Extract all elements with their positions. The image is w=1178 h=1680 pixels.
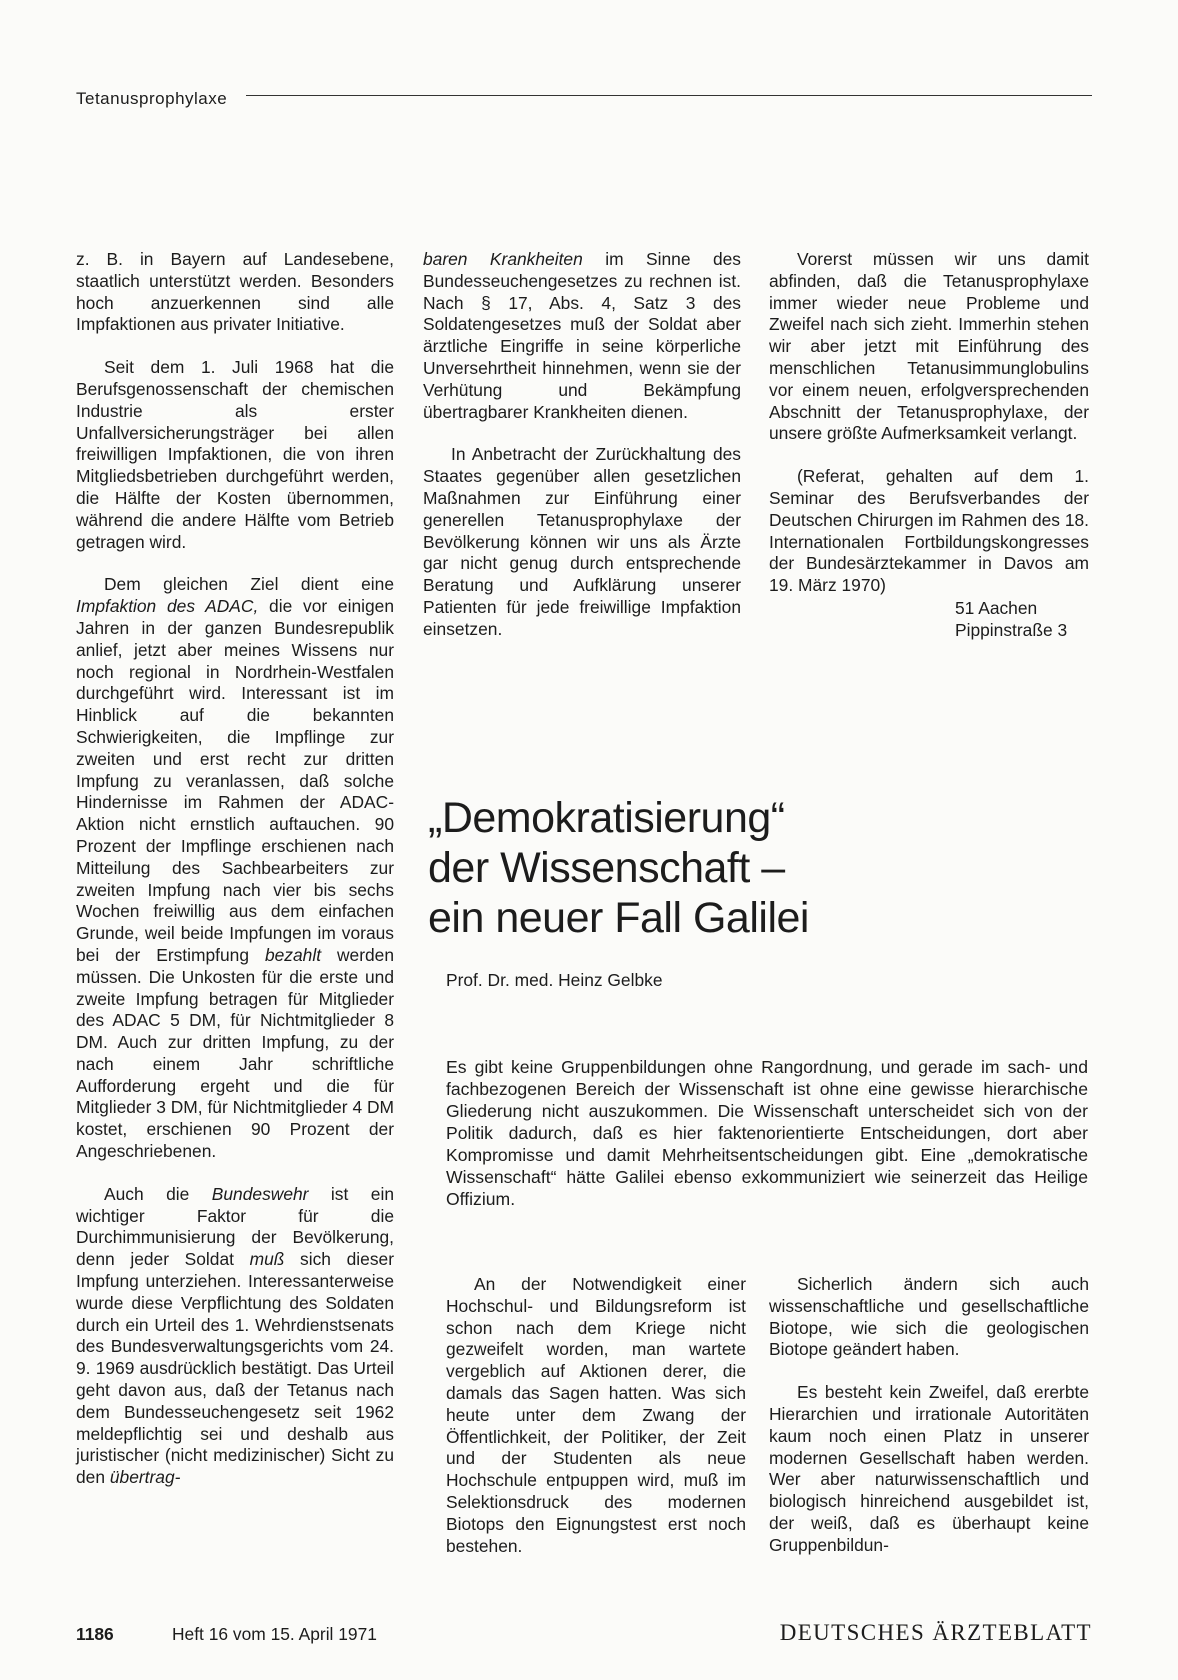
emphasis: Bundeswehr xyxy=(211,1183,309,1204)
article-column-1 xyxy=(446,1274,746,1578)
page-number: 1186 xyxy=(76,1624,114,1644)
paragraph: Vorerst müssen wir uns damit abfinden, daß die Tetanusprophylaxe immer wieder neue Probleme und Zweifel nach sich zieht. Immerhin stehen wir aber jetzt mit Einführung des menschlichen Tetanusimmunglobulins vor einem neuen, erfolgversprechenden Abschnitt der Tetanusprophylaxe, der unsere größte Aufmerksamkeit verlangt. xyxy=(769,249,1089,444)
running-header xyxy=(76,85,1092,111)
emphasis: Impfaktion des ADAC, xyxy=(76,596,259,617)
emphasis: übertrag- xyxy=(109,1467,181,1488)
issue-info: Heft 16 vom 15. April 1971 xyxy=(172,1624,377,1644)
article-author: Prof. Dr. med. Heinz Gelbke xyxy=(446,970,663,990)
paragraph: Sicherlich ändern sich auch wissenschaftliche und gesellschaftliche Biotope, wie sich die geologischen Biotope geändert haben. xyxy=(769,1274,1089,1360)
paragraph: Dem gleichen Ziel dient eine Impfaktion des ADAC, die vor einigen Jahren in der ganzen Bundesrepublik anlief, jetzt aber meines Wissens nur noch regional in Nordrhein-Westfalen durchgeführt wird. Interessant ist im Hinblick auf die bekannten Schwierigkeiten, die Impflinge zur zweiten und erst recht zur dritten Impfung zu veranlassen, daß solche Hindernisse im Rahmen der ADAC-Aktion nicht ernstlich auftauchen. 90 Prozent der Impflinge erschienen nach Mitteilung des Sachbearbeiters zur zweiten Impfung nach vier bis sechs Wochen freiwillig aus dem einfachen Grunde, weil beide Impfungen im voraus bei der Erstimpfung bezahlt werden müssen. Die Unkosten für die erste und zweite Impfung betragen für Mitglieder des ADAC 5 DM, für Nichtmitglieder 8 DM. Auch zur dritten Impfung, zu der nach einem Jahr schriftliche Aufforderung ergeht und die für Mitglieder 3 DM, für Nichtmitglieder 4 DM kostet, erschienen 90 Prozent der Angeschriebenen. xyxy=(76,574,395,1162)
running-title: Tetanusprophylaxe xyxy=(76,89,228,108)
paragraph: (Referat, gehalten auf dem 1. Seminar des Berufsverbandes der Deutschen Chirurgen im Rahmen des 18. Internationalen Fortbildungskongresses der Bundesärztekammer in Davos am 19. März 1970) xyxy=(769,466,1089,596)
column-2 xyxy=(423,249,741,662)
emphasis: bezahlt xyxy=(264,944,322,965)
page-footer xyxy=(76,1620,1092,1650)
journal-name: DEUTSCHES ÄRZTEBLATT xyxy=(779,1620,1092,1645)
column-1 xyxy=(76,249,394,1510)
paragraph: Auch die Bundeswehr ist ein wichtiger Faktor für die Durchimmunisierung der Bevölkerung, denn jeder Soldat muß sich dieser Impfung unterziehen. Interessanterweise wurde diese Verpflichtung des Soldaten durch ein Urteil des 1. Wehrdienstsenats des Bundesverwaltungsgerichts vom 24. 9. 1969 ausdrücklich bestätigt. Das Urteil geht davon aus, daß der Tetanus nach dem Bundesseuchengesetz seit 1962 meldepflichtig sei und deshalb aus juristischer (nicht medizinischer) Sicht zu den übertrag- xyxy=(76,1183,394,1488)
paragraph: z. B. in Bayern auf Landesebene, staatlich unterstützt werden. Besonders hoch anzuerkennen sind alle Impfaktionen aus privater Initiative. xyxy=(76,249,394,335)
article-abstract: Es gibt keine Gruppenbildungen ohne Rangordnung, und gerade im sach- und fachbezogenen Bereich der Wissenschaft ist ohne eine gewisse hierarchische Gliederung nicht auszukommen. Die Wissenschaft unterscheidet sich von der Politik dadurch, daß es hier faktenorientierte Entscheidungen, dort aber Kompromisse und damit Mehrheitsentscheidungen gibt. Eine „demokratische Wissenschaft“ hätte Galilei ebenso exkommuniziert wie seinerzeit das Heilige Offizium. xyxy=(446,1057,1088,1209)
emphasis: baren Krankheiten xyxy=(423,249,583,269)
paragraph: An der Notwendigkeit einer Hochschul- und Bildungsreform ist schon nach dem Kriege nicht gezweifelt worden, man wartete vergeblich auf Aktionen derer, die damals das Sagen hatten. Was sich heute unter dem Zwang der Öffentlichkeit, der Politiker, der Zeit und der Studenten als neue Hochschule entpuppen wird, muß im Selektionsdruck des modernen Biotops den Eignungstest erst noch bestehen. xyxy=(446,1274,746,1556)
article-column-2 xyxy=(769,1274,1089,1578)
paragraph: Seit dem 1. Juli 1968 hat die Berufsgenossenschaft der chemischen Industrie als erster Unfallversicherungsträger bei allen freiwilligen Impfaktionen, die von ihren Mitgliedsbetrieben durchgeführt werden, die Hälfte der Kosten übernommen, während die andere Hälfte vom Betrieb getragen wird. xyxy=(76,357,394,552)
paragraph: Es besteht kein Zweifel, daß ererbte Hierarchien und irrationale Autoritäten kaum noch einen Platz in unserer modernen Gesellschaft haben werden. Wer aber naturwissenschaftlich und biologisch hinreichend ausgebildet ist, der weiß, daß es überhaupt keine Gruppenbildun- xyxy=(769,1382,1089,1555)
paragraph: baren Krankheiten im Sinne des Bundesseuchengesetzes zu rechnen ist. Nach § 17, Abs. 4, Satz 3 des Soldatengesetzes muß der Soldat aber ärztliche Eingriffe in seine körperliche Unversehrtheit hinnehmen, wenn sie der Verhütung und Bekämpfung übertragbarer Krankheiten dienen. xyxy=(423,249,741,422)
column-3 xyxy=(769,249,1089,663)
article-title: „Demokratisierung“ der Wissenschaft – ein neuer Fall Galilei xyxy=(428,794,809,942)
emphasis: muß xyxy=(249,1249,285,1270)
header-rule xyxy=(246,95,1092,96)
author-address: 51 Aachen Pippinstraße 3 xyxy=(955,597,1068,640)
paragraph: In Anbetracht der Zurückhaltung des Staates gegenüber allen gesetzlichen Maßnahmen zur Einführung einer generellen Tetanusprophylaxe der Bevölkerung können wir uns als Ärzte gar nicht genug durch entsprechende Beratung und Aufklärung unserer Patienten für jede freiwillige Impfaktion einsetzen. xyxy=(423,444,741,639)
